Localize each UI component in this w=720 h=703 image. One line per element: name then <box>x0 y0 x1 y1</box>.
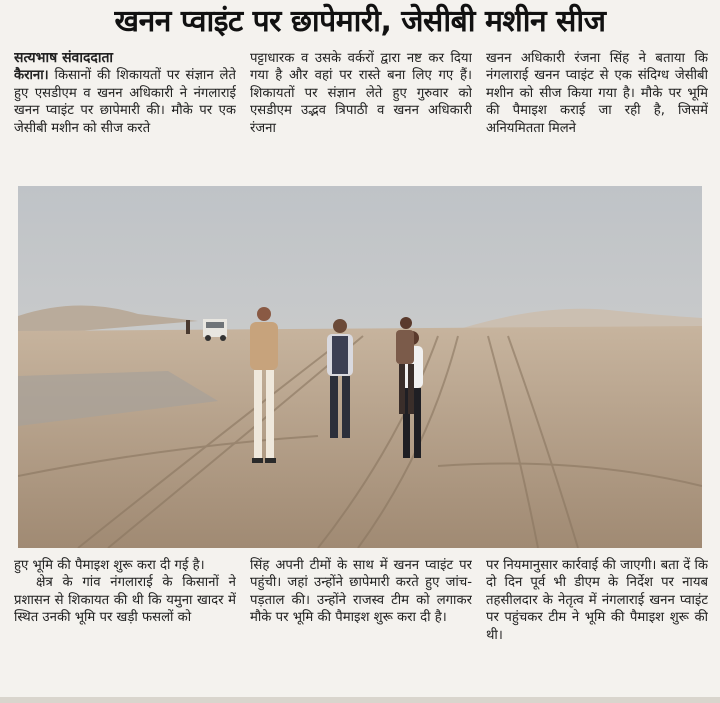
article-column-2-bottom <box>250 557 472 697</box>
byline: सत्यभाष संवाददाता <box>14 50 114 66</box>
article-text: सिंह अपनी टीमों के साथ में खनन प्वाइंट पर पहुंची। जहां उन्होंने छापेमारी करते हुए जांच-पड़ताल की। उन्होंने राजस्व टीम को लगाकर मौके पर भूमि की पैमाइश शुरू करा दी है। <box>250 558 472 626</box>
page-edge <box>0 697 720 703</box>
photo-illustration <box>18 186 702 548</box>
article-text: क्षेत्र के गांव नंगलाराई के किसानों ने प्रशासन से शिकायत की थी कि यमुना खादर में स्थित उनकी भूमि पर खड़ी फसलों को <box>14 575 236 626</box>
article-column-3-bottom <box>486 557 708 697</box>
article-column-1-bottom <box>14 557 236 697</box>
distant-person <box>186 320 190 334</box>
article-column-2-top <box>250 50 472 180</box>
article-text: पट्टाधारक व उसके वर्करों द्वारा नष्ट कर दिया गया है और वहां पर रास्ते बना लिए गए हैं। शिकायतों पर संज्ञान लेते हुए गुरुवार को एसडीएम उद्भव त्रिपाठी व खनन अधिकारी रंजना <box>250 51 472 136</box>
article-text: किसानों की शिकायतों पर संज्ञान लेते हुए एसडीएम व खनन अधिकारी ने नंगलाराई खनन प्वाइंट पर छापेमारी की। मौके पर एक जेसीबी मशीन को सीज करते <box>14 68 236 136</box>
news-photo <box>18 186 702 548</box>
headline: खनन प्वाइंट पर छापेमारी, जेसीबी मशीन सीज <box>114 4 606 39</box>
article-text: पर नियमानुसार कार्रवाई की जाएगी। बता दें कि दो दिन पूर्व भी डीएम के निर्देश पर नायब तहसीलदार के नेतृत्व में नंगलाराई खनन प्वाइंट पर पहुंचकर टीम ने भूमि की पैमाइश शुरू की थी। <box>486 558 708 643</box>
article-text: खनन अधिकारी रंजना सिंह ने बताया कि नंगलाराई खनन प्वाइंट से एक संदिग्ध जेसीबी मशीन को सीज किया गया है। मौके पर भूमि की पैमाइश कराई जा रही है, जिसमें अनियमितता मिलने <box>486 51 708 136</box>
article-column-1-top <box>14 50 236 180</box>
dateline: कैराना। <box>14 68 49 84</box>
article-text: हुए भूमि की पैमाइश शुरू करा दी गई है। <box>14 558 205 573</box>
article-column-3-top <box>486 50 708 180</box>
